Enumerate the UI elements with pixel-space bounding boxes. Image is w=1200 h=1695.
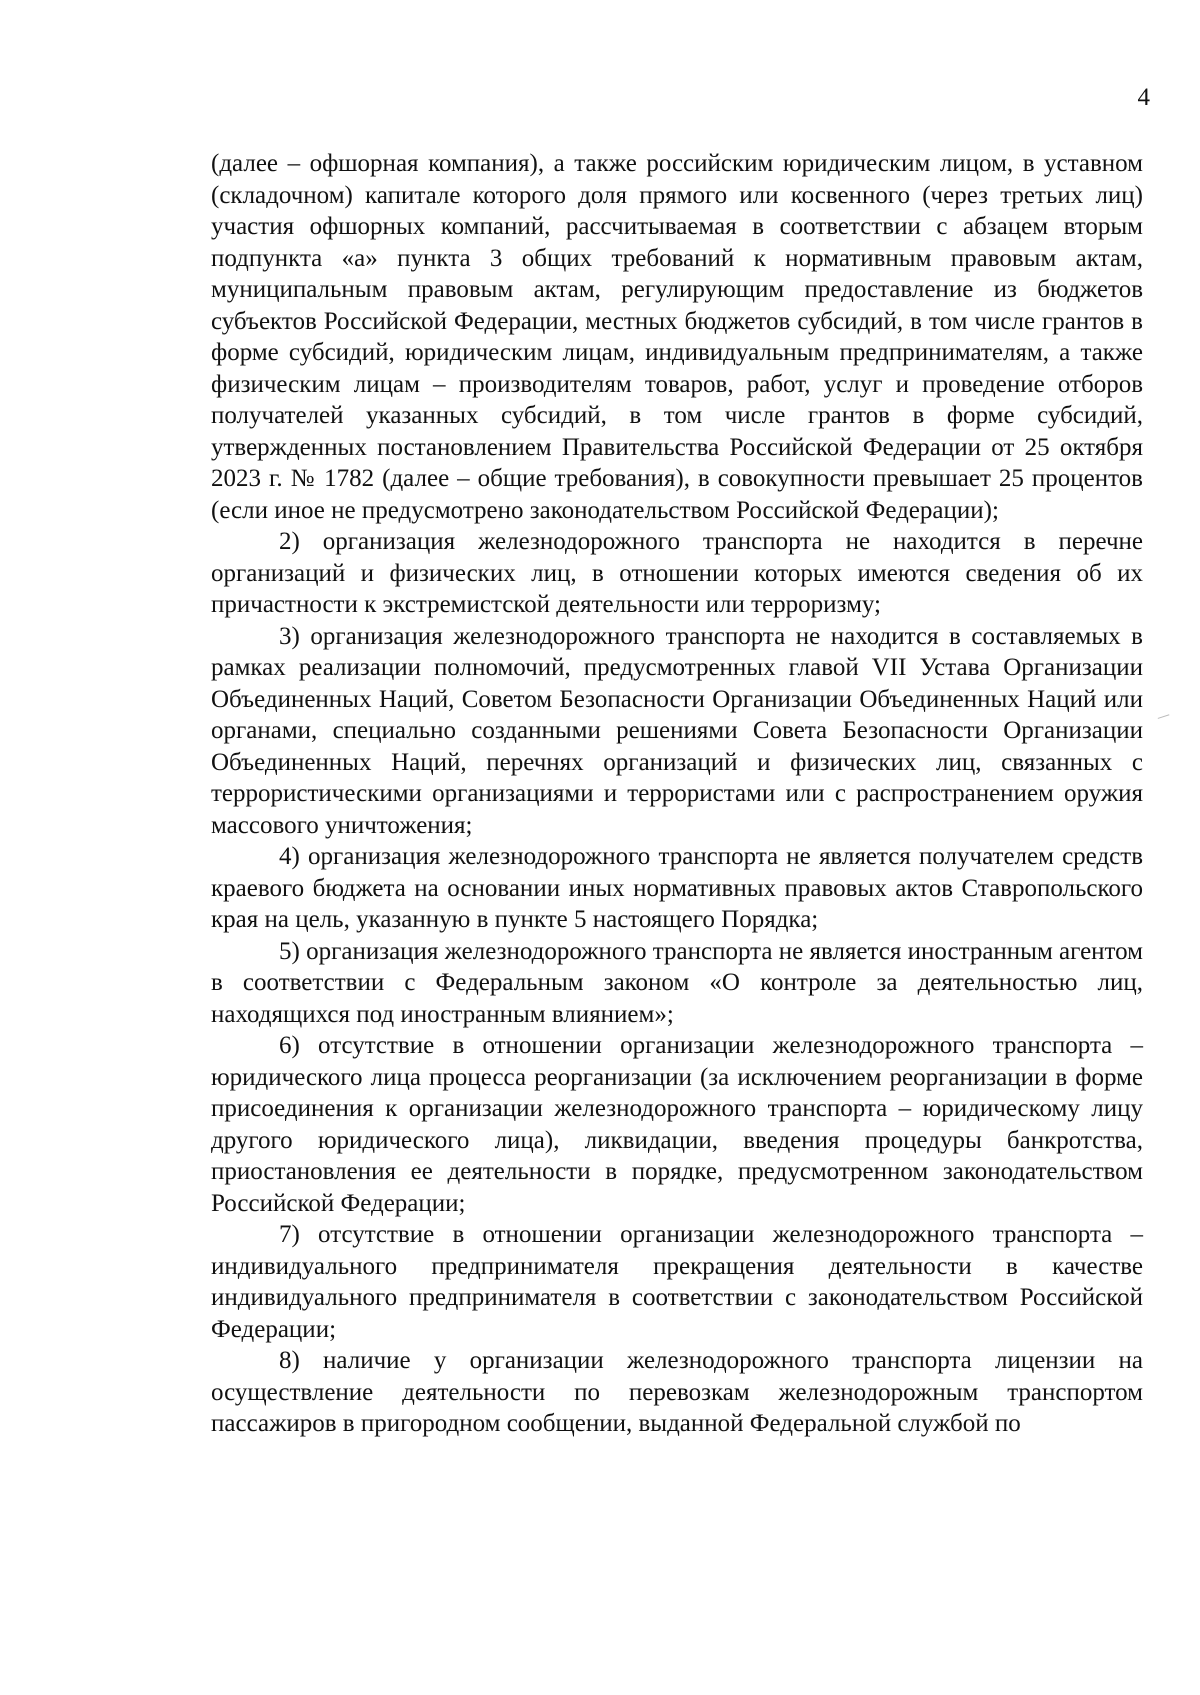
paragraph-item-5: 5) организация железнодорожного транспорта не является иностранным агентом в соответствии с Федеральным законом «О контроле за деятельностью лиц, находящихся под иностранным влиянием»; [211,937,1143,1028]
scan-artifact-mark [1158,714,1171,722]
paragraph-item-3: 3) организация железнодорожного транспорта не находится в составляемых в рамках реализации полномочий, предусмотренных главой VII Устава Организации Объединенных Наций, Советом Безопасности Организации Объединенных Наций или органами, специально созданными решениями Совета Безопасности Организации Объединенных Наций, перечнях организаций и физических лиц, связанных с террористическими организациями и террористами или с распространением оружия массового уничтожения; [211,622,1143,839]
document-body [211,148,1143,1440]
paragraph-item-7: 7) отсутствие в отношении организации железнодорожного транспорта – индивидуального предпринимателя прекращения деятельности в качестве индивидуального предпринимателя в соответствии с законодательством Российской Федерации; [211,1221,1143,1343]
page-number: 4 [1137,84,1150,111]
paragraph-continuation: (далее – офшорная компания), а также российским юридическим лицом, в уставном (складочном) капитале которого доля прямого или косвенного (через третьих лиц) участия офшорных компаний, рассчитываемая в соответствии с абзацем вторым подпункта «а» пункта 3 общих требований к нормативным правовым актам, муниципальным правовым актам, регулирующим предоставление из бюджетов субъектов Российской Федерации, местных бюджетов субсидий, в том числе грантов в форме субсидий, юридическим лицам, индивидуальным предпринимателям, а также физическим лицам – производителям товаров, работ, услуг и проведение отборов получателей указанных субсидий, в том числе грантов в форме субсидий, утвержденных постановлением Правительства Российской Федерации от 25 октября 2023 г. № 1782 (далее – общие требования), в совокупности превышает 25 процентов (если иное не предусмотрено законодательством Российской Федерации); [211,150,1143,524]
paragraph-item-4: 4) организация железнодорожного транспорта не является получателем средств краевого бюджета на основании иных нормативных правовых актов Ставропольского края на цель, указанную в пункте 5 настоящего Порядка; [211,843,1143,933]
paragraph-item-2: 2) организация железнодорожного транспорта не находится в перечне организаций и физических лиц, в отношении которых имеются сведения об их причастности к экстремистской деятельности или терроризму; [211,528,1143,618]
paragraph-item-8: 8) наличие у организации железнодорожного транспорта лицензии на осуществление деятельности по перевозкам железнодорожным транспортом пассажиров в пригородном сообщении, выданной Федеральной службой по [211,1347,1143,1437]
paragraph-item-6: 6) отсутствие в отношении организации железнодорожного транспорта – юридического лица процесса реорганизации (за исключением реорганизации в форме присоединения к организации железнодорожного транспорта – юридическому лицу другого юридического лица), ликвидации, введения процедуры банкротства, приостановления ее деятельности в порядке, предусмотренном законодательством Российской Федерации; [211,1032,1143,1217]
